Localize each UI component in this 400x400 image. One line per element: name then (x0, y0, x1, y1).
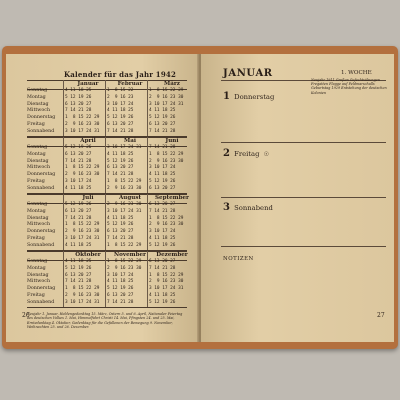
day-numbers: 4 11 18 25 (149, 108, 176, 114)
day-numbers: 1 8 15 22 29 (149, 215, 184, 221)
weekday-name: Dienstag (27, 272, 49, 278)
day-rule (221, 197, 386, 198)
day-numbers: 5 12 19 26 (149, 242, 176, 248)
day-numbers: 7 14 21 28 (107, 128, 134, 134)
day-numbers: 3 10 17 24 (149, 229, 176, 235)
weekday-name: Sonntag (27, 259, 48, 264)
weekday-name: Montag (27, 94, 46, 100)
weekday-name: Montag (27, 151, 46, 157)
day-numbers: 5 12 19 26 (107, 158, 134, 164)
day-numbers: 6 13 20 27 (149, 202, 176, 207)
column-divider (147, 251, 148, 307)
day-numbers: 7 14 21 28 (149, 128, 176, 134)
weekday-row (27, 243, 187, 250)
weekday-row (27, 145, 187, 152)
day-numbers: 4 11 18 25 (65, 185, 92, 191)
day-numbers: 2 9 16 23 30 (65, 172, 100, 178)
page-number-left: 26 (22, 312, 30, 319)
day-numbers: 2 9 16 23 30 (65, 229, 100, 235)
day-numbers: 6 13 20 27 (149, 185, 176, 191)
day-numbers: 2 9 16 23 30 (149, 94, 184, 100)
weekday-row (27, 152, 187, 159)
day-numbers: 6 13 20 27 (107, 293, 134, 298)
weekday-name: Sonnabend (27, 299, 55, 305)
weekday-name: Donnerstag (27, 286, 56, 292)
day-numbers: 2 9 16 23 30 (65, 293, 100, 298)
weekday-name: Sonnabend (27, 128, 55, 134)
weekday-row (27, 209, 187, 216)
column-divider (63, 137, 64, 193)
day-numbers: 2 9 16 23 (107, 94, 134, 100)
weekday-name: Donnerstag (27, 172, 56, 178)
day-entry-3 (223, 202, 273, 213)
right-page (201, 54, 394, 342)
day-numbers: 3 10 17 24 (149, 165, 176, 171)
day-name: Freitag (234, 150, 260, 158)
weekday-name: Montag (27, 208, 46, 214)
day-name: Sonnabend (234, 204, 273, 212)
month-name: September (155, 195, 189, 201)
weekday-name: Mittwoch (27, 279, 51, 285)
month-name: Mai (124, 138, 136, 144)
day-numbers: 4 11 18 25 (107, 108, 134, 114)
day-numbers: 5 12 19 26 (65, 265, 92, 271)
weekday-name: Freitag (27, 293, 45, 298)
day-numbers: 4 11 18 25 (107, 279, 134, 285)
day-numbers: 5 12 19 26 (65, 202, 92, 207)
day-numbers: 1 8 15 22 (107, 88, 134, 93)
weekday-name: Sonnabend (27, 185, 55, 191)
day-numbers: 6 13 20 27 (65, 208, 92, 214)
day-entry-2 (223, 148, 269, 159)
day-numbers: 2 9 16 23 30 (107, 202, 142, 207)
weekday-name: Freitag (27, 236, 45, 241)
day-numbers: 7 14 21 28 (107, 236, 134, 241)
day-numbers: 2 9 16 23 30 (107, 265, 142, 271)
day-numbers: 1 8 15 22 29 (65, 115, 100, 121)
day-numbers: 4 11 18 25 (107, 151, 134, 157)
day-numbers: 1 8 15 22 29 (149, 272, 184, 278)
weekday-name: Mittwoch (27, 108, 51, 114)
day-number: 3 (223, 202, 230, 213)
weekday-row (27, 266, 187, 273)
day-numbers: 4 11 18 25 (65, 242, 92, 248)
calendar-title: Kalender für das Jahr 1942 (64, 70, 177, 79)
weekday-row (27, 293, 187, 300)
weekday-name: Freitag (27, 179, 45, 184)
weekday-row (27, 186, 187, 193)
day-numbers: 7 14 21 28 (65, 215, 92, 221)
day-numbers: 6 13 20 27 (107, 229, 134, 235)
weekday-row (27, 179, 187, 186)
day-numbers: 6 13 20 27 (107, 165, 134, 171)
day-numbers: 6 13 20 27 (65, 151, 92, 157)
holiday-notes: Neujahr 1. Januar, Heldengedenktag 15. März, Ostern 5. und 6. April, Nationaler Feiertag des deutschen Volkes 1. Mai, Himmelfahrt Christi 14. Mai, Pfingsten 24. und 25. Mai, Erntedanktag 4. Oktober, Gedenktag für die Gefallenen der Bewegung 9. November, Weihnachten 25. und 26. Dezember. (27, 312, 183, 329)
day-numbers: 1 8 15 22 29 (65, 222, 100, 228)
month-name: Dezember (156, 252, 188, 258)
month-name: Juli (82, 195, 94, 201)
day-numbers: 5 12 19 26 (149, 299, 176, 305)
day-numbers: 4 11 18 25 (107, 215, 134, 221)
day-numbers: 1 8 15 22 29 (107, 179, 142, 184)
day-numbers: 4 11 18 25 (149, 236, 176, 241)
day-numbers: 7 14 21 28 (65, 279, 92, 285)
notes-label: NOTIZEN (223, 256, 254, 262)
weekday-name: Freitag (27, 122, 45, 127)
weekday-row (27, 172, 187, 179)
day-numbers: 7 14 21 28 (149, 265, 176, 271)
month-name: Oktober (75, 252, 101, 258)
day-numbers: 2 9 16 23 30 (149, 158, 184, 164)
weekday-row (27, 236, 187, 243)
day-numbers: 4 11 18 25 (65, 259, 92, 264)
day-numbers: 5 12 19 26 (107, 222, 134, 228)
day-numbers: 4 11 18 25 (65, 88, 92, 93)
day-numbers: 1 8 15 22 29 (107, 259, 142, 264)
day-numbers: 3 10 17 24 31 (65, 236, 100, 241)
day-numbers: 5 12 19 26 (149, 115, 176, 121)
day-numbers: 6 13 20 27 (149, 259, 176, 264)
day-numbers: 7 14 21 28 (65, 158, 92, 164)
day-numbers: 7 14 21 28 (107, 172, 134, 178)
column-divider (105, 80, 106, 136)
weekday-row (27, 300, 187, 307)
day-numbers: 7 14 21 28 (149, 208, 176, 214)
weekday-row (27, 202, 187, 209)
day-numbers: 7 14 21 28 (65, 108, 92, 114)
day-numbers: 6 13 20 27 (149, 122, 176, 127)
weekday-name: Mittwoch (27, 222, 51, 228)
day-numbers: 2 9 16 23 30 (107, 185, 142, 191)
day-name: Donnerstag (234, 93, 275, 101)
weekday-name: Dienstag (27, 101, 49, 107)
day-number: 1 (223, 91, 230, 102)
day-numbers: 3 10 17 24 (65, 179, 92, 184)
day-numbers: 6 13 20 27 (65, 101, 92, 107)
day-numbers: 5 12 19 26 (107, 115, 134, 121)
day-number: 2 (223, 148, 230, 159)
day-numbers: 1 8 15 22 29 (149, 88, 184, 93)
left-page (6, 54, 199, 342)
day-numbers: 1 8 15 22 29 (107, 242, 142, 248)
weekday-name: Donnerstag (27, 115, 56, 121)
day-numbers: 6 13 20 27 (65, 272, 92, 278)
page-number-right: 27 (377, 312, 385, 319)
weekday-name: Dienstag (27, 215, 49, 221)
column-divider (105, 194, 106, 250)
day-numbers: 1 8 15 22 29 (65, 286, 100, 292)
day-numbers: 5 12 19 26 (149, 179, 176, 184)
weekday-name: Donnerstag (27, 229, 56, 235)
day-numbers: 3 10 17 24 31 (65, 128, 100, 134)
weekday-name: Mittwoch (27, 165, 51, 171)
weekday-name: Dienstag (27, 158, 49, 164)
quarter-footer-rule (27, 307, 187, 308)
weekday-row (27, 286, 187, 293)
side-note: Neujahr 1911 Großen Gefechtsübungen Fregatten Flagge auf Feldmarschalls Geburtstag 1929 Entstehung der deutschen Kolonien (311, 78, 387, 95)
day-numbers: 4 11 18 25 (149, 172, 176, 178)
day-numbers: 7 14 21 28 (107, 299, 134, 305)
weekday-row (27, 259, 187, 266)
month-name: August (118, 195, 142, 201)
month-name: März (164, 81, 180, 87)
day-numbers: 2 9 16 23 30 (149, 222, 184, 228)
day-numbers: 4 11 18 25 (149, 293, 176, 298)
column-divider (105, 251, 106, 307)
day-numbers: 6 13 20 27 (107, 122, 134, 127)
column-divider (63, 194, 64, 250)
weekday-name: Sonntag (27, 145, 48, 150)
day-numbers: 1 8 15 22 29 (65, 165, 100, 171)
day-numbers: 3 10 17 24 31 (149, 101, 184, 107)
day-numbers: 7 14 21 28 (149, 145, 176, 150)
sun-symbol-icon: ☉ (263, 151, 269, 158)
week-label: 1. WOCHE (341, 70, 372, 76)
day-rule (221, 142, 386, 143)
column-divider (105, 137, 106, 193)
weekday-name: Montag (27, 265, 46, 271)
day-rule (221, 246, 386, 247)
month-name: Juni (165, 138, 179, 144)
month-name: Februar (117, 81, 143, 87)
day-entry-1 (223, 91, 274, 102)
weekday-row (27, 129, 187, 136)
day-numbers: 3 10 17 24 (107, 272, 134, 278)
month-name: April (80, 138, 96, 144)
day-numbers: 3 10 17 24 31 (107, 145, 142, 150)
week-month-title: JANUAR (223, 68, 273, 79)
weekday-row (27, 115, 187, 122)
book-spread (6, 54, 394, 342)
day-numbers: 2 9 16 23 30 (65, 122, 100, 127)
column-divider (147, 80, 148, 136)
column-divider (147, 137, 148, 193)
day-numbers: 2 9 16 23 30 (149, 279, 184, 285)
day-numbers: 5 12 19 26 (107, 286, 134, 292)
month-name: Januar (77, 81, 99, 87)
column-divider (63, 80, 64, 136)
day-numbers: 3 10 17 24 31 (65, 299, 100, 305)
weekday-name: Sonnabend (27, 242, 55, 248)
weekday-row (27, 229, 187, 236)
weekday-row (27, 122, 187, 129)
weekday-name: Sonntag (27, 202, 48, 207)
month-name: November (114, 252, 146, 258)
day-numbers: 3 10 17 24 31 (107, 208, 142, 214)
day-numbers: 1 8 15 22 29 (149, 151, 184, 157)
day-numbers: 5 12 19 26 (65, 145, 92, 150)
column-divider (63, 251, 64, 307)
day-numbers: 5 12 19 26 (65, 94, 92, 100)
day-numbers: 3 10 17 24 31 (149, 286, 184, 292)
day-numbers: 3 10 17 24 (107, 101, 134, 107)
weekday-name: Sonntag (27, 88, 48, 93)
weekday-row (27, 88, 187, 95)
weekday-row (27, 95, 187, 102)
column-divider (147, 194, 148, 250)
